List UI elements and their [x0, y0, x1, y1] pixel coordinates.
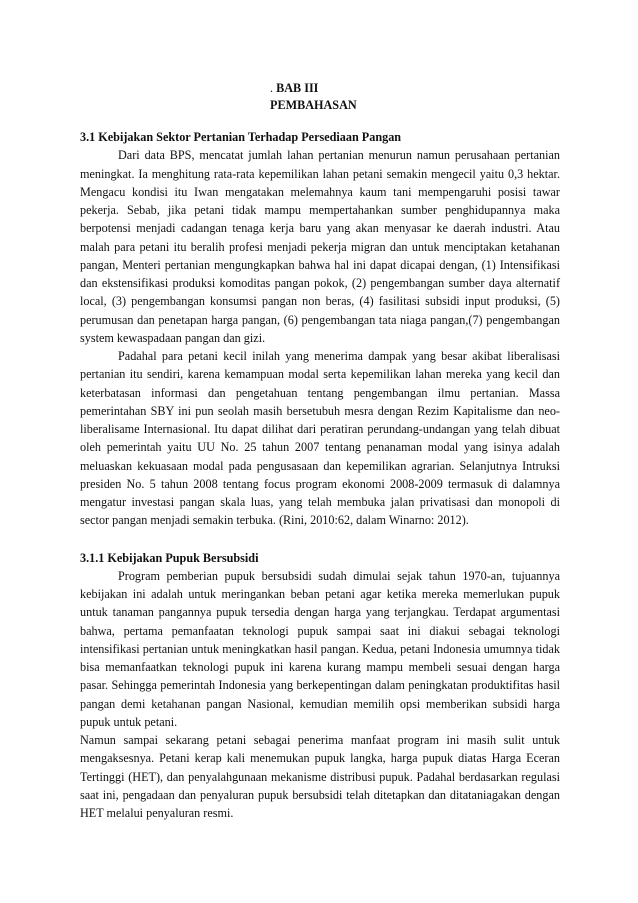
chapter-dot: .: [270, 81, 274, 95]
paragraph: Dari data BPS, mencatat jumlah lahan pertanian menurun namun perusahaan pertanian meningkat. Ia menghitung rata-rata kepemilikan lahan petani semakin mengecil yaitu 0,3 hektar. Mengacu kondisi itu Iwan mengatakan melemahnya kaum tani mempengaruhi posisi tawar pekerja. Sebab, jika petani tidak mampu mempertahankan sumber penghidupannya maka berpotensi menjadi cadangan tenaga kerja baru yang akan menyasar ke daerah industri. Atau malah para petani itu beralih profesi menjadi pekerja migran dan untuk menciptakan ketahanan pangan, Menteri pertanian mengungkapkan bahwa hal ini dapat dicapai dengan, (1) Intensifikasi dan ekstensifikasi produksi komoditas pangan pokok, (2) pengembangan sumber daya alternatif local, (3) pengembangan konsumsi pangan non beras, (4) fasilitasi subsidi input produksi, (5) perumusan dan penetapan harga pangan, (6) pengembangan tata niaga pangan,(7) pengembangan system kewaspadaan pangan dan gizi.: [80, 148, 560, 345]
section-heading-3-1-1: 3.1.1 Kebijakan Pupuk Bersubsidi: [80, 550, 259, 565]
chapter-heading: [270, 80, 390, 114]
chapter-title: PEMBAHASAN: [270, 98, 357, 112]
section-gap: [80, 530, 560, 549]
document-body: [80, 128, 560, 822]
section-heading-3-1: 3.1 Kebijakan Sektor Pertanian Terhadap Persediaan Pangan: [80, 130, 402, 144]
paragraph: Padahal para petani kecil inilah yang menerima dampak yang besar akibat liberalisasi pertanian itu sendiri, karena kemampuan modal serta kepemilikan lahan mereka yang kecil dan keterbatasan informasi dan pengetahuan tentang pengembangan ilmu pertanian. Massa pemerintahan SBY ini pun seolah masih bersetubuh mesra dengan Rezim Kapitalisme dan neo-liberalisame Internasional. Itu dapat dilihat dari peratiran perundang-undangan yang telah dibuat oleh pemerintah yaitu UU No. 25 tahun 2007 tentang penanaman modal yang isinya adalah meluaskan kekuasaan modal pada pengusasaan dan kepemilikan agrarian. Selanjutnya Intruksi presiden No. 5 tahun 2008 tentang focus program ekonomi 2008-2009 termasuk di dalamnya mengatur investasi pangan skala luas, yang telah membuka jalan privatisasi dan monopoli di sector pangan menjadi semakin terbuka. (Rini, 2010:62, dalam Winarno: 2012).: [80, 349, 560, 528]
chapter-number-line: [270, 80, 390, 97]
paragraph: Namun sampai sekarang petani sebagai penerima manfaat program ini masih sulit untuk mengaksesnya. Petani kerap kali menemukan pupuk langka, harga pupuk diatas Harga Eceran Tertinggi (HET), dan penyalahgunaan mekanisme distribusi pupuk. Padahal berdasarkan regulasi saat ini, pengadaan dan penyaluran pupuk bersubsidi telah ditetapkan dan ditataniagakan dengan HET melalui penyaluran resmi.: [80, 733, 560, 820]
chapter-number: BAB III: [276, 81, 319, 95]
paragraph: Program pemberian pupuk bersubsidi sudah dimulai sejak tahun 1970-an, tujuannya kebijakan ini adalah untuk meringankan beban petani agar ketika mereka memerlukan pupuk untuk tanaman pangannya pupuk tersedia dengan harga yang terjangkau. Terdapat argumentasi bahwa, pertama pemanfaatan teknologi pupuk sampai saat ini diakui sebagai teknologi intensifikasi pertanian untuk meningkatkan hasil pangan. Kedua, petani Indonesia umumnya tidak bisa memanfaatkan teknologi pupuk ini karena kurang mampu membeli sesuai dengan harga pasar. Sehingga pemerintah Indonesia yang berkepentingan dalam peningkatan produktifitas hasil pangan demi ketahanan pangan Nasional, kemudian memilih opsi memberikan subsidi harga pupuk untuk petani.: [80, 568, 560, 729]
